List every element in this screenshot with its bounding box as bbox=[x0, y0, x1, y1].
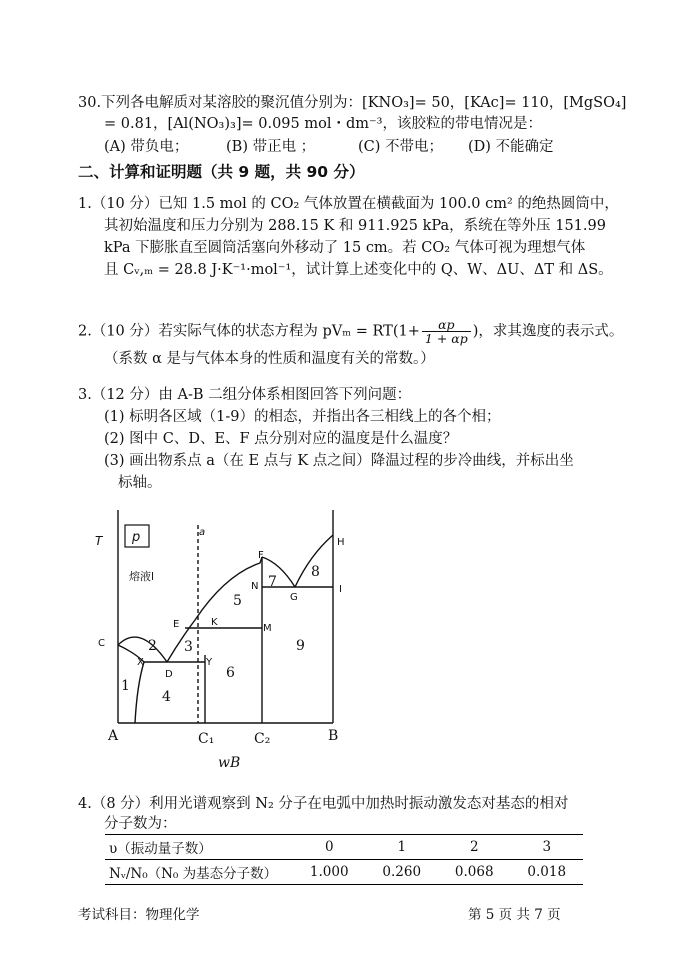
q30-line2: = 0.81，[Al(NO₃)₃]= 0.095 mol・dm⁻³，该胶粒的带电情况是： bbox=[104, 116, 542, 132]
q4-line1: 4.（8 分）利用光谱观察到 N₂ 分子在电弧中加热时振动激发态对基态的相对 bbox=[78, 796, 569, 812]
region-7-label: 7 bbox=[268, 574, 277, 590]
q30-option-b: (B) 带正电 ； bbox=[226, 139, 316, 155]
region-1-label: 1 bbox=[121, 678, 130, 694]
pressure-label: p bbox=[132, 530, 141, 545]
table-row bbox=[105, 860, 583, 885]
table-cell: 1.000 bbox=[293, 860, 366, 885]
table-cell: 1 bbox=[366, 835, 439, 860]
section-title: 二、计算和证明题（共 9 题，共 90 分） bbox=[78, 163, 365, 181]
footer-subject: 考试科目：物理化学 bbox=[78, 907, 200, 923]
q30-option-a: (A) 带负电； bbox=[104, 139, 189, 155]
q30-line1: 30.下列各电解质对某溶胶的聚沉值分别为：[KNO₃]= 50，[KAc]= 110，[MgSO₄] bbox=[78, 95, 627, 111]
point-g-label: G bbox=[290, 592, 298, 603]
q1-line4: 且 Cᵥ,ₘ = 28.8 J·K⁻¹·mol⁻¹，试计算上述变化中的 Q、W、ΔU、ΔT 和 ΔS。 bbox=[104, 262, 613, 278]
q3-line3: (2) 图中 C、D、E、F 点分别对应的温度是什么温度？ bbox=[104, 431, 458, 447]
q3-line5: 标轴。 bbox=[118, 475, 162, 491]
x-axis-label: wB bbox=[218, 755, 241, 771]
x-label-b: B bbox=[328, 728, 339, 744]
q2-suffix: )，求其逸度的表示式。 bbox=[472, 323, 624, 340]
q30-option-d: (D) 不能确定 bbox=[468, 139, 554, 155]
q1-line1: 1.（10 分）已知 1.5 mol 的 CO₂ 气体放置在横截面为 100.0 cm² 的绝热圆筒中， bbox=[78, 196, 619, 212]
region-9-label: 9 bbox=[296, 638, 305, 654]
q3-line1: 3.（12 分）由 A-B 二组分体系相图回答下列问题： bbox=[78, 387, 412, 403]
point-k-label: K bbox=[211, 617, 218, 628]
point-h-label: H bbox=[337, 537, 345, 548]
q2-prefix: 2.（10 分）若实际气体的状态方程为 pVₘ = RT(1+ bbox=[78, 323, 420, 340]
q30-option-c: (C) 不带电； bbox=[358, 139, 444, 155]
point-e-label: E bbox=[173, 619, 180, 630]
table-row1-label: υ（振动量子数） bbox=[105, 835, 293, 860]
q1-line3: kPa 下膨胀直至圆筒活塞向外移动了 15 cm。若 CO₂ 气体可视为理想气体 bbox=[104, 240, 586, 256]
x-label-c1: C₁ bbox=[198, 731, 215, 747]
table-cell: 0.260 bbox=[366, 860, 439, 885]
region-6-label: 6 bbox=[226, 665, 235, 681]
region-8-label: 8 bbox=[311, 564, 320, 580]
liquid-label: 熔液l bbox=[129, 570, 155, 583]
point-a-label: a bbox=[199, 527, 206, 538]
table-row bbox=[105, 835, 583, 860]
liquidus-d-f bbox=[167, 557, 262, 662]
point-n-label: N bbox=[251, 581, 259, 592]
q3-line4: (3) 画出物系点 a（在 E 点与 K 点之间）降温过程的步冷曲线，并标出坐 bbox=[104, 453, 574, 469]
x-label-c2: C₂ bbox=[254, 731, 271, 747]
q3-line2: (1) 标明各区域（1-9）的相态，并指出各三相线上的各个相； bbox=[104, 409, 501, 425]
phase-diagram bbox=[85, 505, 375, 785]
y-axis-label: T bbox=[95, 534, 103, 548]
point-f-label: F bbox=[258, 550, 264, 561]
point-i-label: I bbox=[339, 584, 342, 595]
table-cell: 3 bbox=[511, 835, 584, 860]
point-x-label: X bbox=[137, 657, 144, 668]
footer-page: 第 5 页 共 7 页 bbox=[468, 907, 561, 923]
q2-note: （系数 α 是与气体本身的性质和温度有关的常数。） bbox=[104, 351, 435, 367]
q2-fraction bbox=[422, 318, 471, 345]
point-d-label: D bbox=[165, 669, 173, 680]
vibration-table bbox=[105, 834, 583, 885]
table-cell: 0.068 bbox=[438, 860, 511, 885]
q1-line2: 其初始温度和压力分别为 288.15 K 和 911.925 kPa，系统在等外压 151.99 bbox=[104, 218, 606, 234]
x-label-a: A bbox=[108, 728, 119, 744]
region-3-label: 3 bbox=[184, 639, 193, 655]
liquidus-f-g bbox=[262, 557, 295, 587]
point-y-label: Y bbox=[206, 657, 213, 668]
q2-equation-line bbox=[78, 318, 623, 345]
table-cell: 0 bbox=[293, 835, 366, 860]
region-4-label: 4 bbox=[162, 689, 171, 705]
point-c-label: C bbox=[98, 638, 105, 649]
region-5-label: 5 bbox=[233, 593, 242, 609]
table-cell: 2 bbox=[438, 835, 511, 860]
q4-line2: 分子数为： bbox=[104, 816, 177, 832]
region-2-label: 2 bbox=[148, 638, 157, 654]
table-row2-label: Nᵥ/N₀（N₀ 为基态分子数） bbox=[105, 860, 293, 885]
q2-numerator: αp bbox=[422, 318, 471, 332]
point-m-label: M bbox=[263, 623, 272, 634]
table-cell: 0.018 bbox=[511, 860, 584, 885]
q2-denominator: 1 + αp bbox=[424, 331, 468, 346]
